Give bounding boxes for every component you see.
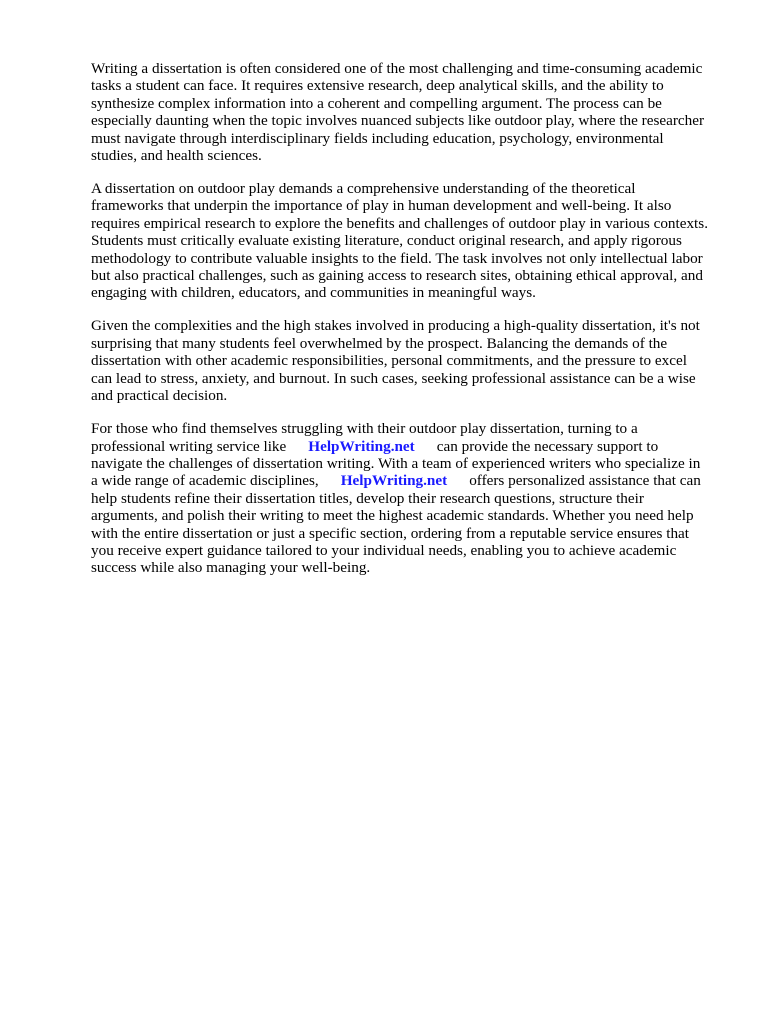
text-segment: can provide the necessary support to xyxy=(436,437,659,455)
paragraph-1 xyxy=(91,60,721,164)
text-line: tasks a student can face. It requires extensive research, deep analytical skills, and the ability to xyxy=(91,77,664,95)
text-line: with the entire dissertation or just a specific section, ordering from a reputable service ensures that xyxy=(91,524,690,542)
text-line: you receive expert guidance tailored to your individual needs, enabling you to achieve academic xyxy=(91,541,677,559)
text-line: success while also managing your well-being. xyxy=(91,559,371,577)
text-line: help students refine their dissertation titles, develop their research questions, structure their xyxy=(91,489,644,507)
text-segment: offers personalized assistance that can xyxy=(469,472,701,490)
text-line: A dissertation on outdoor play demands a comprehensive understanding of the theoretical xyxy=(91,180,636,198)
text-line: Given the complexities and the high stakes involved in producing a high-quality dissertation, it's not xyxy=(91,317,700,335)
text-line: must navigate through interdisciplinary fields including education, psychology, environmental xyxy=(91,129,664,147)
text-line: and practical decision. xyxy=(91,387,228,405)
paragraph-2 xyxy=(91,180,721,302)
text-segment: a wide range of academic disciplines, xyxy=(91,472,319,490)
text-line: but also practical challenges, such as gaining access to research sites, obtaining ethical approval, and xyxy=(91,267,703,285)
text-line: arguments, and polish their writing to meet the highest academic standards. Whether you need help xyxy=(91,507,694,525)
document-body xyxy=(91,60,721,592)
text-line: requires empirical research to explore the benefits and challenges of outdoor play in various contexts. xyxy=(91,214,708,232)
text-line: especially daunting when the topic involves nuanced subjects like outdoor play, where the researcher xyxy=(91,112,705,130)
text-line: can lead to stress, anxiety, and burnout. In such cases, seeking professional assistance can be a wise xyxy=(91,369,696,387)
text-line: engaging with children, educators, and communities in meaningful ways. xyxy=(91,284,536,302)
paragraph-4 xyxy=(91,420,721,577)
helpwriting-link[interactable]: HelpWriting.net xyxy=(308,437,415,455)
text-line: synthesize complex information into a coherent and compelling argument. The process can be xyxy=(91,94,662,112)
text-line: Students must critically evaluate existing literature, conduct original research, and apply rigorous xyxy=(91,232,682,250)
text-line: dissertation with other academic responsibilities, personal commitments, and the pressure to excel xyxy=(91,352,687,370)
text-line: frameworks that underpin the importance of play in human development and well-being. It also xyxy=(91,197,672,215)
text-line: surprising that many students feel overwhelmed by the prospect. Balancing the demands of the xyxy=(91,334,668,352)
text-line-with-link xyxy=(91,472,721,489)
text-line: methodology to contribute valuable insights to the field. The task involves not only intellectual labor xyxy=(91,249,703,267)
text-line: navigate the challenges of dissertation writing. With a team of experienced writers who specialize in xyxy=(91,454,701,472)
text-line-with-link xyxy=(91,438,721,455)
text-segment: professional writing service like xyxy=(91,437,287,455)
text-line: studies, and health sciences. xyxy=(91,147,262,165)
text-line: Writing a dissertation is often considered one of the most challenging and time-consuming academic xyxy=(91,60,703,77)
text-line: For those who find themselves struggling with their outdoor play dissertation, turning to a xyxy=(91,420,638,438)
paragraph-3 xyxy=(91,317,721,404)
helpwriting-link[interactable]: HelpWriting.net xyxy=(340,472,448,490)
